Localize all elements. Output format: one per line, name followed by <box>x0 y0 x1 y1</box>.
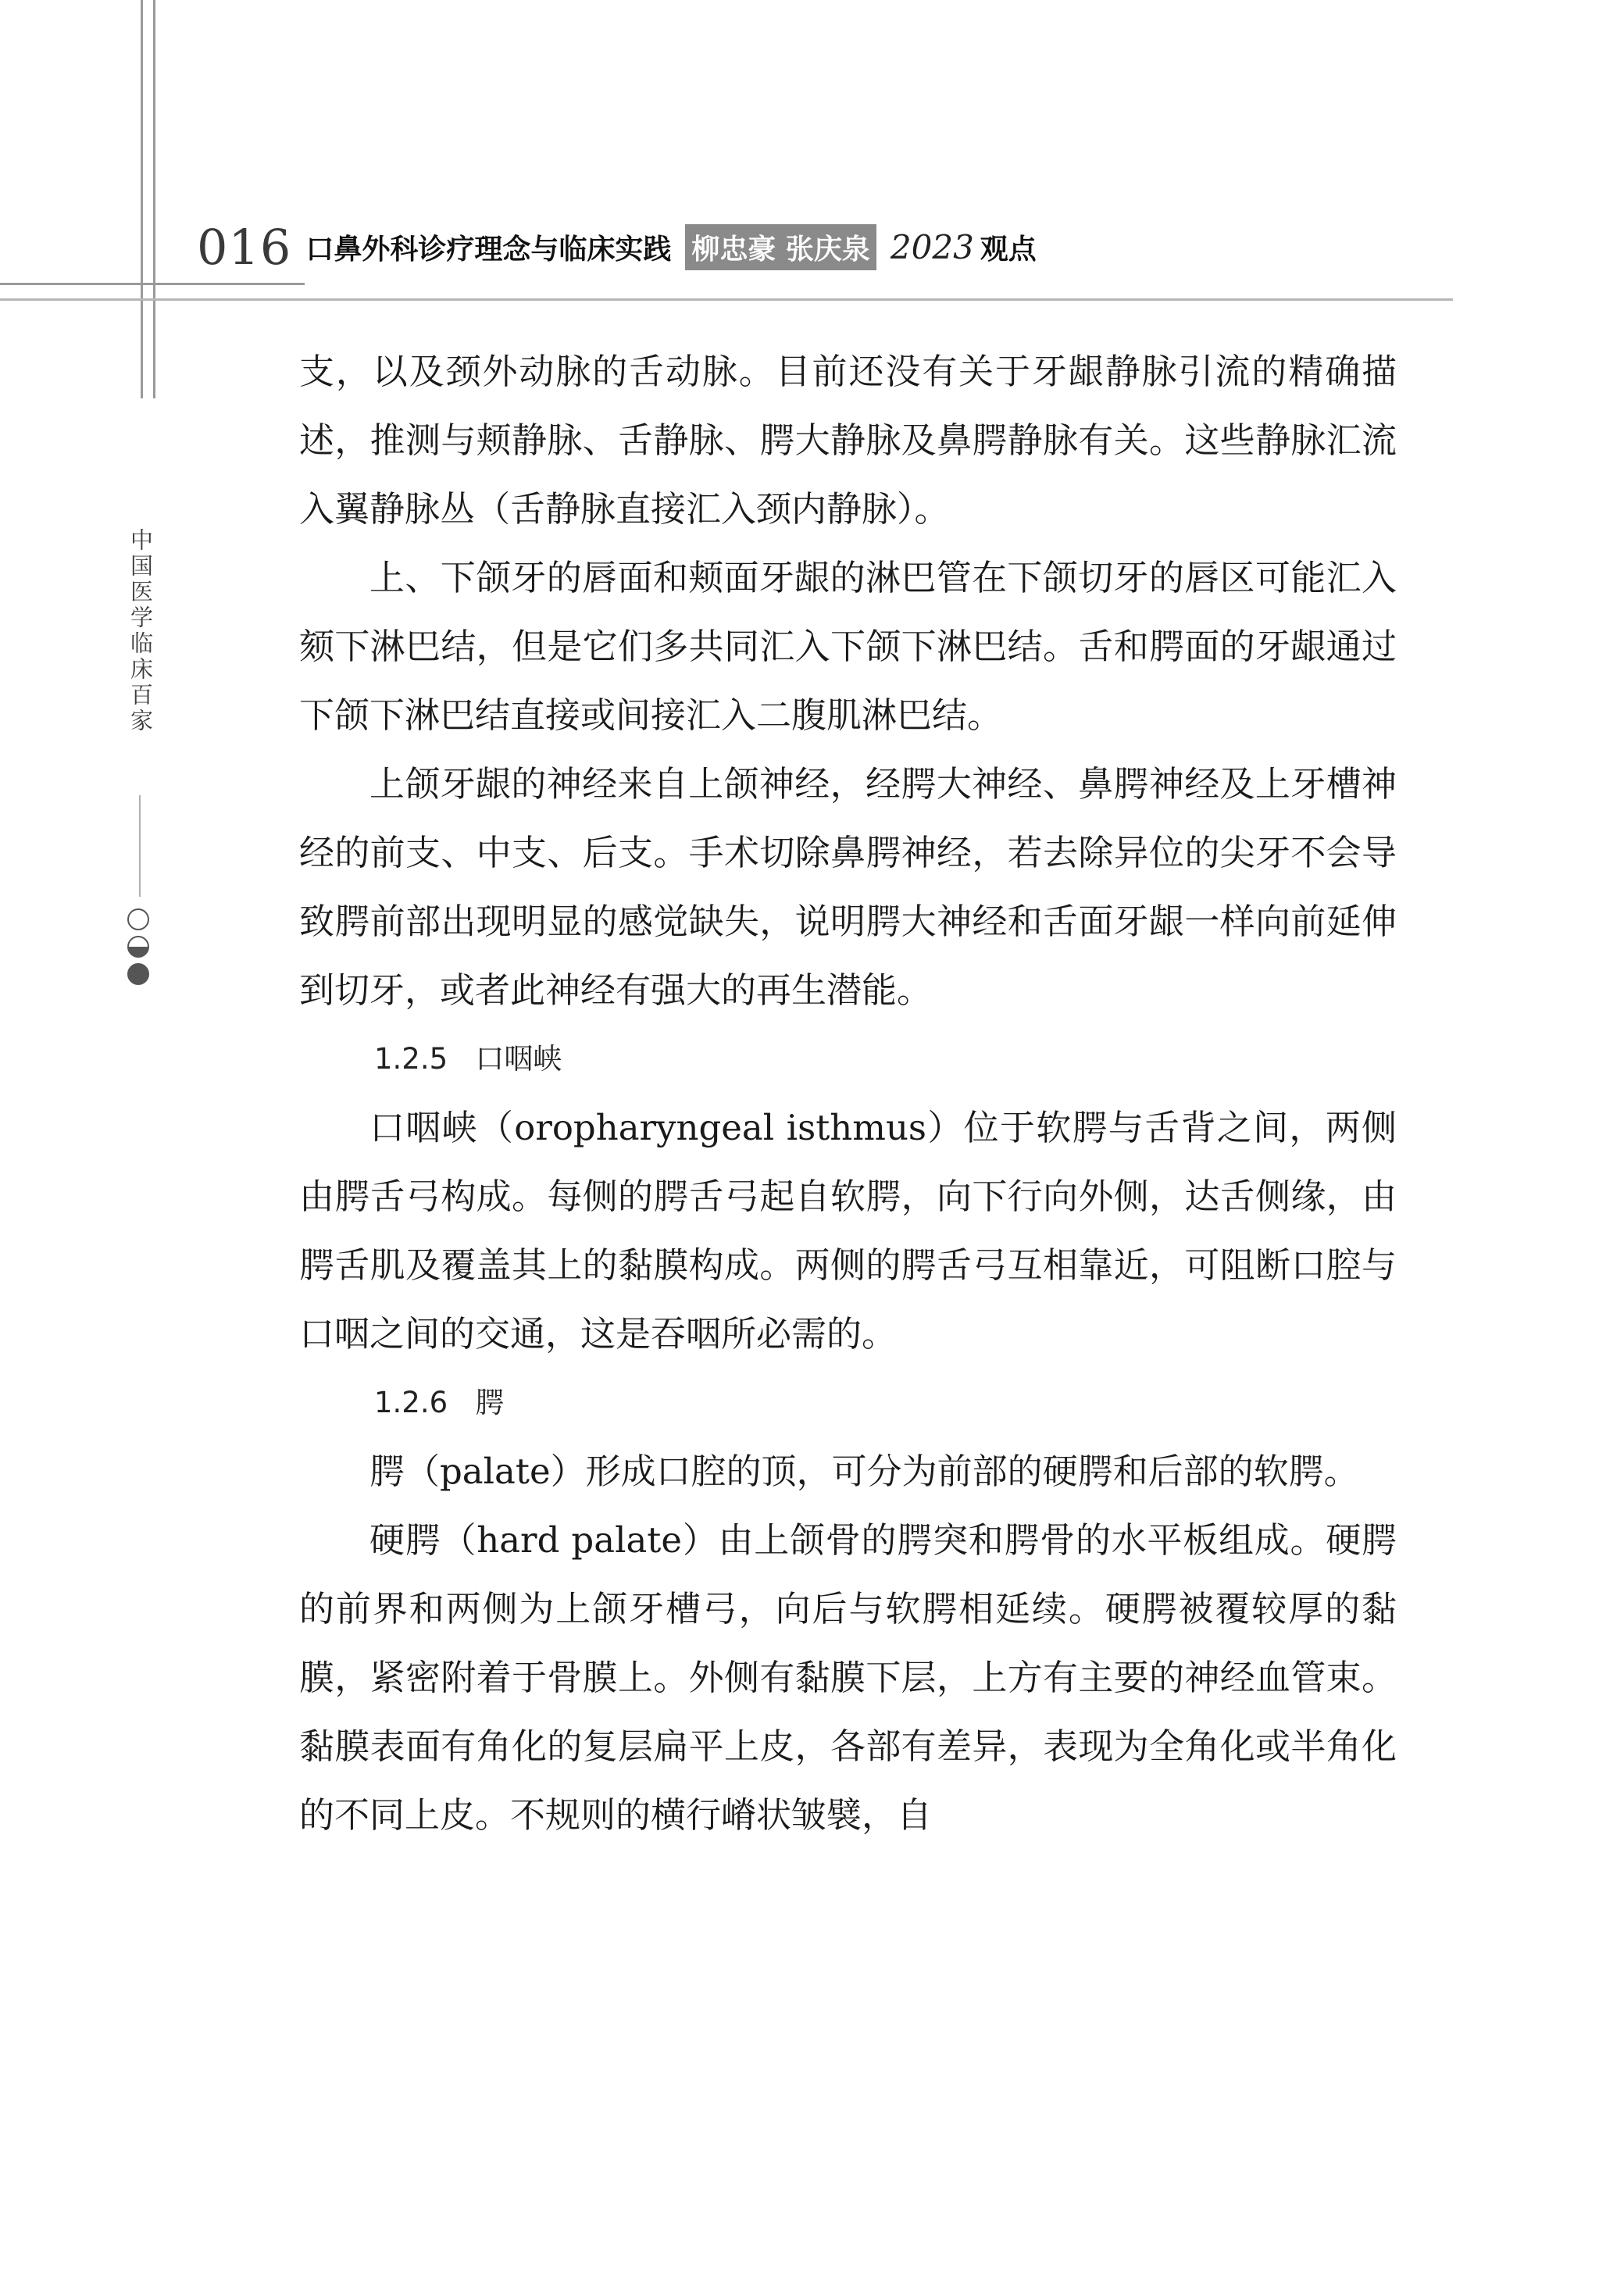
page-body <box>299 337 1397 1850</box>
header-underline <box>0 298 1453 301</box>
vertical-rule <box>153 0 155 398</box>
half-filled-circle-icon <box>127 936 149 958</box>
filled-circle-icon <box>127 963 149 985</box>
running-head <box>197 216 1037 278</box>
paragraph: 支，以及颈外动脉的舌动脉。目前还没有关于牙龈静脉引流的精确描述，推测与颊静脉、舌静脉、腭大静脉及鼻腭静脉有关。这些静脉汇流入翼静脉丛（舌静脉直接汇入颈内静脉）。 <box>299 351 1397 530</box>
side-rule <box>139 795 141 897</box>
horizontal-rule <box>0 283 305 285</box>
paragraph: 腭（palate）形成口腔的顶，可分为前部的硬腭和后部的软腭。 <box>369 1451 1359 1492</box>
series-title: 中国医学临床百家 <box>127 528 154 734</box>
empty-circle-icon <box>127 908 149 930</box>
author-names: 柳忠豪 张庆泉 <box>685 224 876 270</box>
vertical-rule <box>141 0 143 398</box>
paragraph: 上颌牙龈的神经来自上颌神经，经腭大神经、鼻腭神经及上牙槽神经的前支、中支、后支。手术切除鼻腭神经，若去除异位的尖牙不会导致腭前部出现明显的感觉缺失，说明腭大神经和舌面牙龈一样向前延伸到切牙，或者此神经有强大的再生潜能。 <box>299 763 1397 1011</box>
paragraph: 口咽峡（oropharyngeal isthmus）位于软腭与舌背之间，两侧由腭舌弓构成。每侧的腭舌弓起自软腭，向下行向外侧，达舌侧缘，由腭舌肌及覆盖其上的黏膜构成。两侧的腭舌弓互相靠近，可阻断口腔与口咽之间的交通，这是吞咽所必需的。 <box>299 1107 1397 1355</box>
section-heading: 1.2.6 腭 <box>374 1386 505 1419</box>
page-number: 016 <box>197 218 292 276</box>
paragraph: 上、下颌牙的唇面和颊面牙龈的淋巴管在下颌切牙的唇区可能汇入颏下淋巴结，但是它们多共同汇入下颌下淋巴结。舌和腭面的牙龈通过下颌下淋巴结直接或间接汇入二腹肌淋巴结。 <box>299 557 1397 736</box>
paragraph: 硬腭（hard palate）由上颌骨的腭突和腭骨的水平板组成。硬腭的前界和两侧为上颌牙槽弓，向后与软腭相延续。硬腭被覆较厚的黏膜，紧密附着于骨膜上。外侧有黏膜下层，上方有主要的神经血管束。黏膜表面有角化的复层扁平上皮，各部有差异，表现为全角化或半角化的不同上皮。不规则的横行嵴状皱襞，自 <box>299 1519 1397 1836</box>
edition-year: 2023 <box>890 227 974 266</box>
book-title: 口鼻外科诊疗理念与临床实践 <box>305 233 672 266</box>
view-label: 观点 <box>980 233 1037 266</box>
section-heading: 1.2.5 口咽峡 <box>374 1042 562 1076</box>
